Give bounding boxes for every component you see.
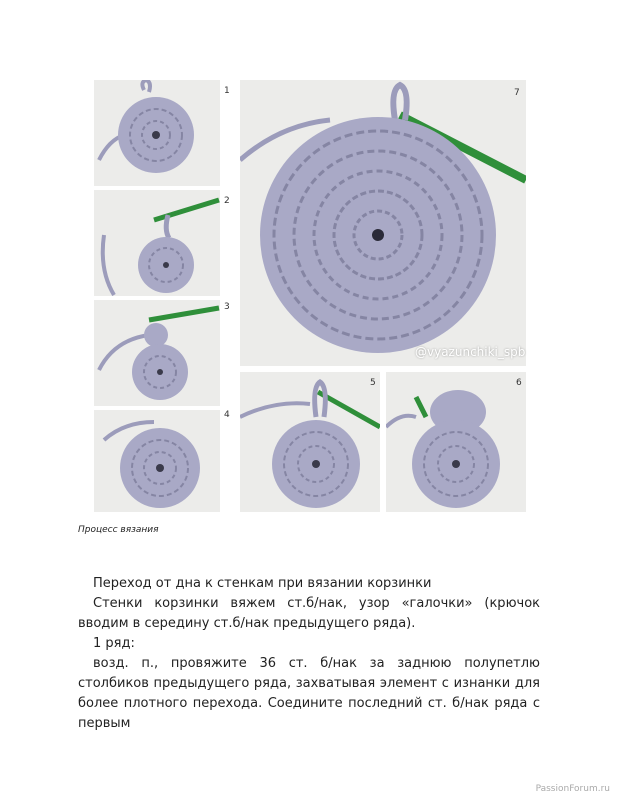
step-number-3: 3 <box>224 302 230 312</box>
photo-step-6 <box>386 372 526 512</box>
crochet-circle-image <box>94 190 220 296</box>
photo-watermark: @vyazunchiki_spb <box>415 345 526 359</box>
paragraph-row-1: возд. п., провяжите 36 ст. б/нак за заднюю полупетлю столбиков предыдущего ряда, захватывая элемент с изнанки для более плотного перехода. Соедините последний ст. б/нак ряда с первым <box>78 656 540 731</box>
crochet-circle-image <box>386 372 526 512</box>
photo-step-4 <box>94 410 220 512</box>
figure-caption: Процесс вязания <box>78 525 159 535</box>
step-number-1: 1 <box>224 86 230 96</box>
photo-step-1 <box>94 80 220 186</box>
crochet-circle-large-image <box>240 80 526 366</box>
section-heading: Переход от дна к стенкам при вязании корзинки <box>93 576 432 591</box>
step-number-6: 6 <box>516 378 522 388</box>
crochet-circle-image <box>94 410 220 512</box>
photo-step-7 <box>240 80 526 366</box>
step-number-7: 7 <box>514 88 520 98</box>
step-number-5: 5 <box>370 378 376 388</box>
photo-step-2 <box>94 190 220 296</box>
photo-step-3 <box>94 300 220 406</box>
crochet-circle-image <box>94 300 220 406</box>
photo-step-5 <box>240 372 380 512</box>
paragraph-walls: Стенки корзинки вяжем ст.б/нак, узор «галочки» (крючок вводим в середину ст.б/нак предыдущего ряда). <box>78 596 540 631</box>
site-watermark: PassionForum.ru <box>535 784 610 794</box>
step-number-2: 2 <box>224 196 230 206</box>
step-number-4: 4 <box>224 410 230 420</box>
crochet-circle-image <box>94 80 220 186</box>
crochet-circle-image <box>240 372 380 512</box>
row-label: 1 ряд: <box>93 636 135 651</box>
